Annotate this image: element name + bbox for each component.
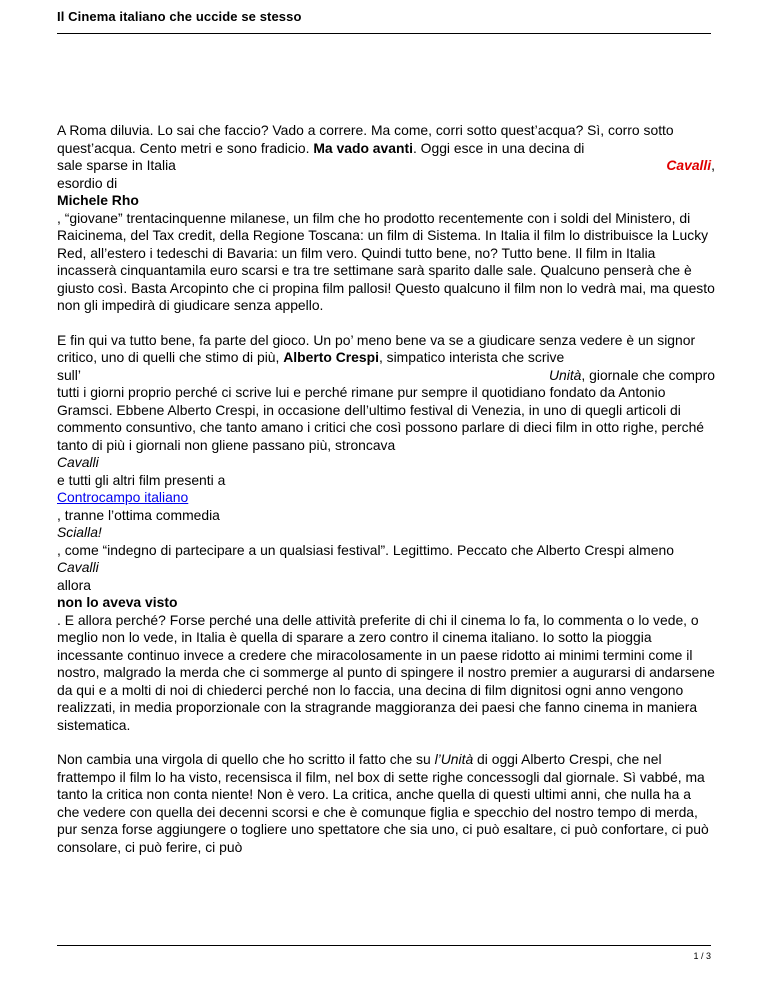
text-run: esordio di xyxy=(57,174,118,191)
document-title: Il Cinema italiano che uccide se stesso xyxy=(57,9,302,24)
bold-phrase: Ma vado avanti xyxy=(313,139,413,156)
text-run: E fin qui va tutto bene, fa parte del gioco. Un po’ meno bene va se a giudicare senza vedere è un signor critico, uno di quelli che stimo di più, xyxy=(57,331,696,365)
paragraph-3 xyxy=(57,751,715,856)
text-run: , tranne l’ottima commedia xyxy=(57,506,220,523)
text-run: tutti i giorni proprio perché ci scrive lui e perché rimane pur sempre il quotidiano fondato da Antonio Gramsci. Ebbene Alberto Crespi, in occasione dell’ultimo festival di Venezia, in uno di quegli articoli di commento consuntivo, che tanto amano i critici che così possono parlare di dieci film in otto righe, perché tanto di più i giornali non gliene passano più, stroncava xyxy=(57,384,705,453)
footer-divider xyxy=(57,945,711,946)
bold-phrase: non lo aveva visto xyxy=(57,594,178,610)
text-run: sale sparse in Italia xyxy=(57,157,176,173)
newspaper-name: Unità xyxy=(548,366,582,383)
text-run: A Roma diluvia. Lo sai che faccio? Vado a correre. Ma come, corri sotto quest’acqua? Sì, corro sotto quest’acqua. Cento metri e sono fradicio. xyxy=(57,122,674,156)
text-run: allora xyxy=(57,576,91,593)
director-name: Michele Rho xyxy=(57,192,139,208)
film-title-cavalli: Cavalli xyxy=(666,157,712,173)
controcampo-italiano-link[interactable]: Controcampo italiano xyxy=(57,489,189,505)
film-title-wrap xyxy=(666,157,715,175)
article-body xyxy=(57,122,715,856)
text-run: , xyxy=(711,157,715,173)
paragraph-1 xyxy=(57,122,715,315)
paragraph-gap xyxy=(57,734,715,751)
newspaper-wrap xyxy=(549,367,715,385)
text-run: . E allora perché? Forse perché una delle attività preferite di chi il cinema lo fa, lo commenta o lo vede, o meglio non lo vede, in Italia è quella di sparare a zero contro il cinema italiano. Io sotto la pioggia incessante continuo invece a credere che miracolosamente in un paese ridotto ai minimi termini come il nostro, malgrado la merda che ci sommerge al punto di spingere il nostro premier a augurarsi di andarsene da qui e a molti di noi di chiederci perché non lo faccia, una decina di film dignitosi ogni anno vengono realizzati, in media proporzionale con la stragrande maggioranza dei paesi che fanno cinema in maniera sistematica. xyxy=(57,611,715,733)
page-number: 1 / 3 xyxy=(693,951,711,961)
text-run: , simpatico interista che scrive xyxy=(378,349,565,365)
text-run: . Oggi esce in una decina di xyxy=(412,139,585,156)
film-title-scialla: Scialla! xyxy=(57,524,102,540)
text-run: sull’ xyxy=(57,366,81,383)
film-title-italic: Cavalli xyxy=(57,454,99,470)
text-run: , “giovane” trentacinquenne milanese, un film che ho prodotto recentemente con i soldi del Ministero, di Raicinema, del Tax credit, della Regione Toscana: un film di Sistema. In Italia il film lo distribuisce la Lucky Red, all’estero i tedeschi di Bavaria: un film vero. Quindi tutto bene, no? Tutto bene. Il film in Italia incasserà cinquantamila euro scarsi e tra tre settimane sarà sparito dalle sale. Qualcuno penserà che è giusto così. Basta Arcopinto che ci propina film pallosi! Questo qualcuno il film non lo vedrà mai, ma questo non gli impedirà di giudicare senza appello. xyxy=(57,209,715,313)
paragraph-gap xyxy=(57,315,715,332)
text-run: , come “indegno di partecipare a un qualsiasi festival”. Legittimo. Peccato che Alberto Crespi almeno xyxy=(57,541,674,558)
text-run: Non cambia una virgola di quello che ho scritto il fatto che su xyxy=(57,751,435,767)
header-divider xyxy=(57,33,711,34)
paragraph-2 xyxy=(57,332,715,735)
text-run: , giornale che compro xyxy=(581,366,715,383)
critic-name: Alberto Crespi xyxy=(283,349,379,365)
newspaper-name: l’Unità xyxy=(434,751,474,767)
text-run: e tutti gli altri film presenti a xyxy=(57,471,226,488)
text-run: di oggi Alberto Crespi, che nel frattempo il film lo ha visto, recensisca il film, nel box di sette righe concessogli dal giornale. Sì vabbé, ma tanto la critica non conta niente! Non è vero. La critica, anche quella di questi ultimi anni, che nulla ha a che vedere con quella dei decenni scorsi e che è comunque figlia e specchio del nostro tempo di merda, pur senza forse aggiungere o togliere uno spettatore che sia uno, ci può esaltare, ci può confortare, ci può consolare, ci può ferire, ci può xyxy=(57,751,709,855)
film-title-italic: Cavalli xyxy=(57,559,99,575)
